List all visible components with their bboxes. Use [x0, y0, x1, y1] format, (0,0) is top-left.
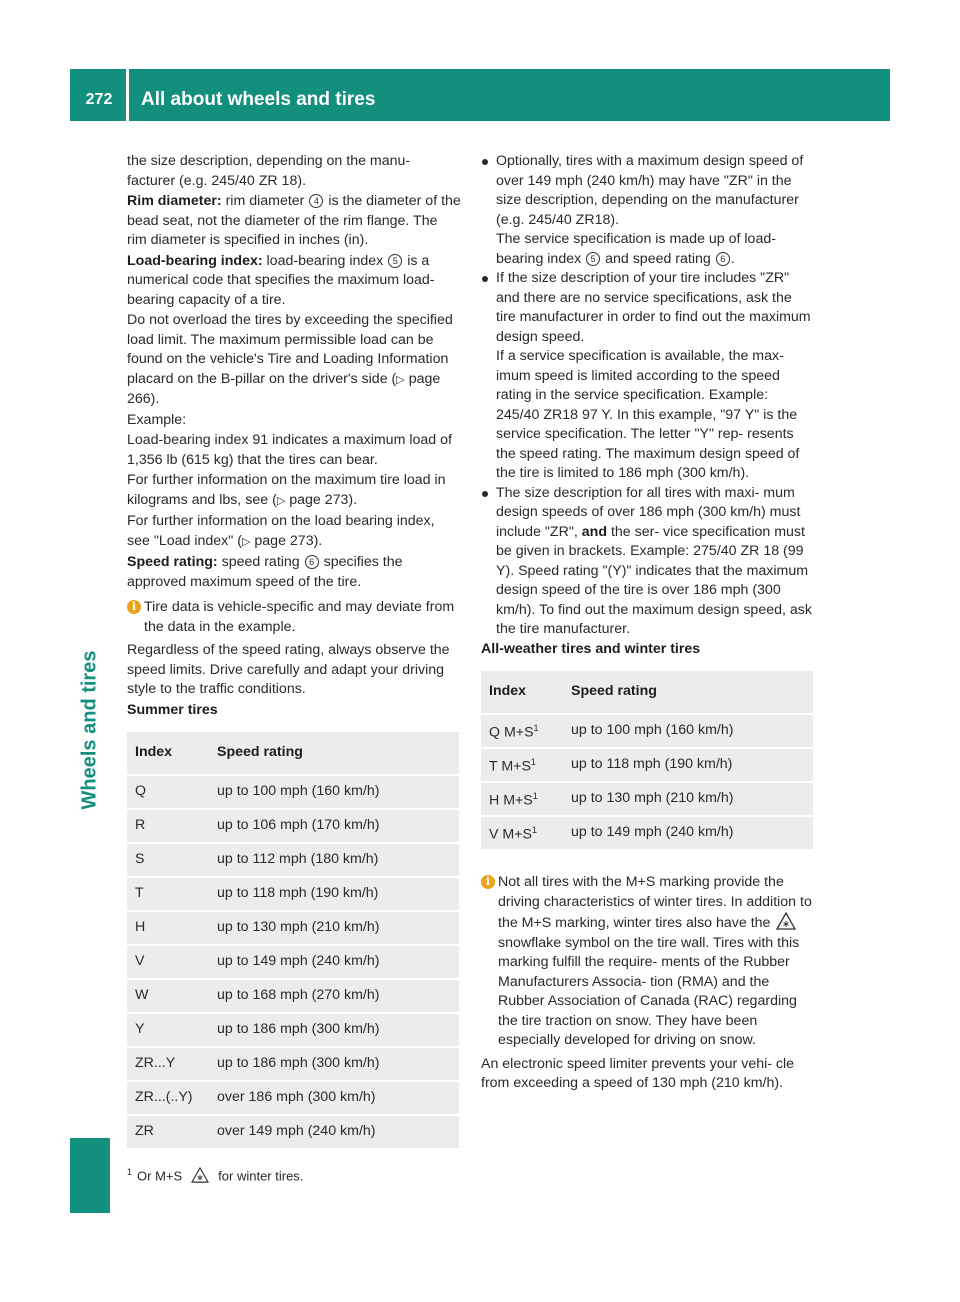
right-column	[481, 152, 815, 1095]
table-row	[127, 946, 459, 978]
intro-paragraph: the size description, depending on the manu- facturer (e.g. 245/40 ZR 18).	[127, 153, 411, 189]
further-info-paragraph: For further information on the load bearing index, see "Load index" (▷ page 273).	[127, 513, 435, 549]
bullet-text: Optionally, tires with a maximum design speed of over 149 mph (240 km/h) may have "ZR" in the size description, depending on the manufacturer (e.g. 245/40 ZR18).	[496, 153, 804, 228]
table-row	[127, 776, 459, 808]
bullet-item	[481, 152, 815, 269]
all-weather-heading: All-weather tires and winter tires	[481, 640, 701, 657]
speed-cell: up to 149 mph (240 km/h)	[570, 817, 813, 849]
speed-cell: up to 130 mph (210 km/h)	[216, 912, 459, 944]
info-icon: i	[127, 600, 141, 614]
load-index-label: Load-bearing index:	[127, 252, 263, 269]
section-marker	[70, 1138, 110, 1213]
regardless-paragraph: Regardless of the speed rating, always observe the speed limits. Drive carefully and adapt your driving style to the traffic conditions.	[127, 642, 450, 697]
speed-cell: over 149 mph (240 km/h)	[216, 1116, 459, 1148]
example-paragraph: Load-bearing index 91 indicates a maximum load of 1,356 lb (615 kg) that the tires can bear.	[127, 432, 452, 468]
column-header-speed-rating: Speed rating	[570, 671, 813, 713]
table-row	[127, 844, 459, 876]
index-cell: ZR	[127, 1116, 216, 1148]
column-header-speed-rating: Speed rating	[216, 732, 459, 774]
snowflake-mountain-icon	[191, 1167, 209, 1183]
speed-cell: up to 130 mph (210 km/h)	[570, 783, 813, 815]
bullet-text: The size description for all tires with maxi- mum design speeds of over 186 mph (300 km/h) must include "ZR", and the ser- vice specification must be given in brackets. Example: 275/40 ZR 18 (99 Y). Speed rating "(Y)" indicates that the maximum design speed of the tire is over 186 mph (300 km/h). To find out the maximum design speed, ask the tire manufacturer.	[496, 484, 812, 637]
speed-cell: up to 149 mph (240 km/h)	[216, 946, 459, 978]
number-6-icon: 6	[716, 252, 730, 266]
footnote: $^1$ Or M+S for winter tires.	[127, 1167, 304, 1184]
page-ref-273[interactable]: page 273).	[289, 491, 358, 508]
index-cell: W	[127, 980, 216, 1012]
number-6-icon: 6	[305, 555, 319, 569]
index-cell: R	[127, 810, 216, 842]
speed-cell: up to 100 mph (160 km/h)	[570, 715, 813, 747]
table-row	[127, 980, 459, 1012]
index-cell: Q	[127, 776, 216, 808]
speed-cell: up to 100 mph (160 km/h)	[216, 776, 459, 808]
bullet-subtext: If a service specification is available, the max- imum speed is limited according to the speed rating in the service specification. Example: 245/40 ZR18 97 Y. In this example, "97 Y" is the service specification. The letter "Y" rep- resents the speed rating. The maximum design speed of the tire is limited to 186 mph (300 km/h).	[496, 348, 800, 481]
speed-rating-label: Speed rating:	[127, 554, 218, 570]
speed-cell: up to 106 mph (170 km/h)	[216, 810, 459, 842]
speed-cell: up to 186 mph (300 km/h)	[216, 1014, 459, 1046]
table-row	[481, 817, 813, 849]
table-row	[127, 1048, 459, 1080]
table-row	[481, 783, 813, 815]
table-row	[481, 749, 813, 781]
speed-cell: over 186 mph (300 km/h)	[216, 1082, 459, 1114]
speed-limiter-paragraph: An electronic speed limiter prevents your vehi- cle from exceeding a speed of 130 mph (210 km/h).	[481, 1055, 795, 1091]
index-cell: H $M+S^1$	[481, 783, 570, 815]
load-index-paragraph: Load-bearing index: load-bearing index 5 is a numerical code that specifies the maximum load-bearing capacity of a tire.	[127, 252, 435, 308]
index-cell: V	[127, 946, 216, 978]
table-row	[127, 1116, 459, 1148]
number-5-icon: 5	[388, 254, 402, 268]
index-cell: ZR...Y	[127, 1048, 216, 1080]
header-divider	[126, 69, 129, 121]
index-cell: S	[127, 844, 216, 876]
index-cell: Y	[127, 1014, 216, 1046]
overload-paragraph: Do not overload the tires by exceeding the specified load limit. The maximum permissible load can be found on the vehicle's Tire and Loading Information placard on the B-pillar on the driver's side (▷ page 266).	[127, 312, 453, 407]
speed-cell: up to 118 mph (190 km/h)	[216, 878, 459, 910]
column-header-index: Index	[481, 671, 570, 713]
snowflake-mountain-icon	[776, 912, 796, 930]
number-4-icon: 4	[309, 194, 323, 208]
speed-cell: up to 118 mph (190 km/h)	[570, 749, 813, 781]
index-cell: T	[127, 878, 216, 910]
rim-diameter-paragraph: Rim diameter: rim diameter 4 is the diameter of the bead seat, not the diameter of the rim flange. The rim diameter is specified in inches (in).	[127, 193, 461, 248]
bullet-subtext: The service specification is made up of load- bearing index 5 and speed rating 6 .	[496, 231, 776, 267]
page-number: 272	[85, 91, 113, 108]
bullet-item	[481, 484, 815, 640]
example-label: Example:	[127, 411, 187, 428]
info-note: i Tire data is vehicle-specific and may deviate from the data in the example.	[127, 598, 461, 637]
summer-tires-table	[127, 730, 459, 1150]
page-title: All about wheels and tires	[141, 89, 376, 110]
table-row	[127, 1082, 459, 1114]
table-row	[127, 1014, 459, 1046]
info-icon: i	[481, 875, 495, 889]
index-cell: Q $M+S^1$	[481, 715, 570, 747]
section-tab	[70, 570, 110, 890]
speed-cell: up to 168 mph (270 km/h)	[216, 980, 459, 1012]
bullet-text: If the size description of your tire includes "ZR" and there are no service specifications, ask the tire manufacturer in order to find out the maximum design speed.	[496, 270, 811, 345]
speed-cell: up to 112 mph (180 km/h)	[216, 844, 459, 876]
page-ref-arrow-icon: ▷	[276, 494, 286, 507]
speed-rating-paragraph: Speed rating: speed rating 6 specifies the approved maximum speed of the tire.	[127, 554, 403, 590]
table-header-row	[481, 671, 813, 713]
index-cell: H	[127, 912, 216, 944]
index-cell: ZR...(..Y)	[127, 1082, 216, 1114]
section-tab-label: Wheels and tires	[78, 650, 101, 810]
table-row	[127, 810, 459, 842]
table-header-row	[127, 732, 459, 774]
winter-tires-table	[481, 669, 813, 851]
index-cell: V $M+S^1$	[481, 817, 570, 849]
table-row	[481, 715, 813, 747]
page-ref-arrow-icon: ▷	[241, 535, 251, 548]
index-cell: T $M+S^1$	[481, 749, 570, 781]
info-note: i Not all tires with the M+S marking provide the driving characteristics of winter tires. In addition to the M+S marking, winter tires also have thesnowflake symbol on the tire wall. Tires with this marking fulfill the require- ments of the Rubber Manufacturers Associa- tion (RMA) and the Rubber Association of Canada (RAC) regarding the tire traction on snow. They have been especially developed for driving on snow.	[481, 873, 815, 1051]
page-ref-273[interactable]: page 273).	[254, 532, 323, 549]
speed-cell: up to 186 mph (300 km/h)	[216, 1048, 459, 1080]
rim-diameter-label: Rim diameter:	[127, 193, 222, 209]
further-info-paragraph: For further information on the maximum tire load in kilograms and lbs, see (▷ page 273).	[127, 472, 446, 508]
summer-tires-heading: Summer tires	[127, 701, 218, 718]
left-column	[127, 152, 461, 1150]
page-ref-266[interactable]: page 266).	[127, 370, 441, 407]
page-ref-arrow-icon: ▷	[396, 373, 405, 386]
table-row	[127, 878, 459, 910]
column-header-index: Index	[127, 732, 216, 774]
number-5-icon: 5	[586, 252, 600, 266]
bullet-item	[481, 269, 815, 484]
table-row	[127, 912, 459, 944]
footnote-marker: 1	[127, 1167, 133, 1177]
